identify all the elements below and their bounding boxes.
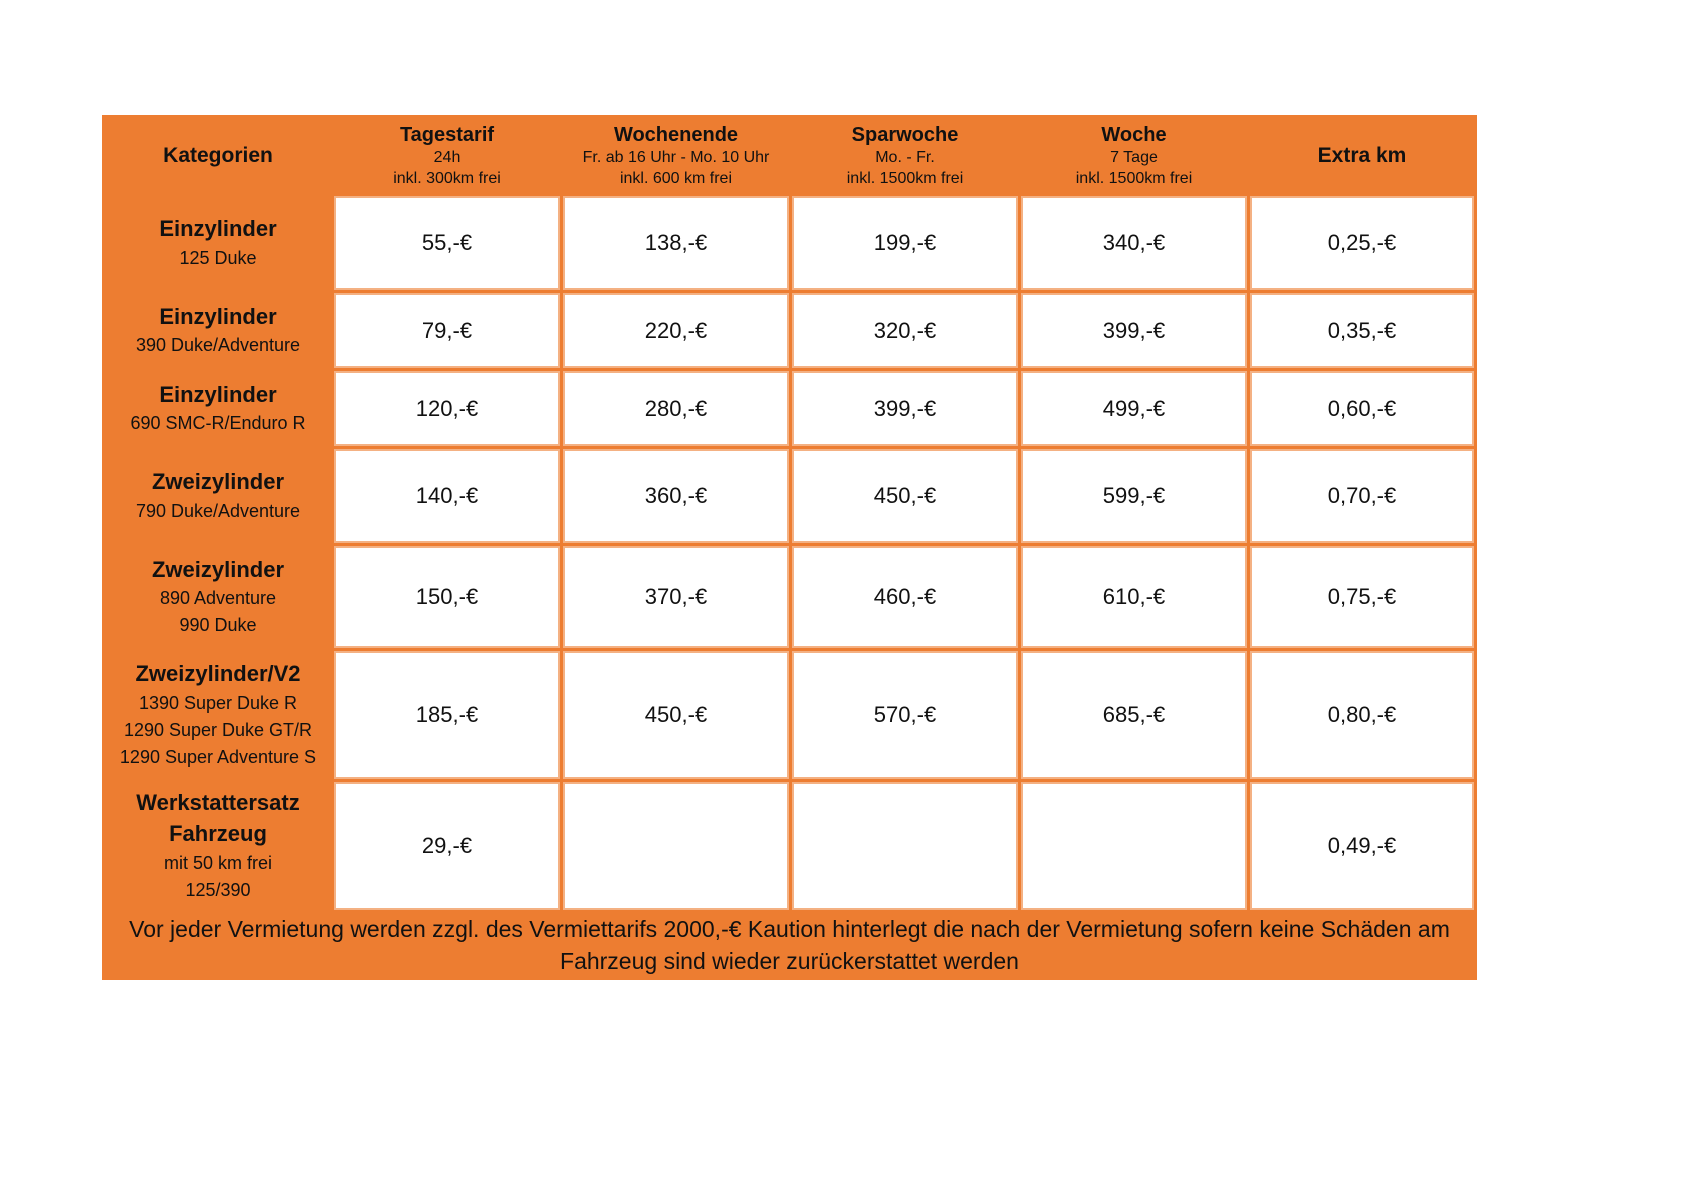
price-cell: 185,-€ [334,651,560,779]
category-name: Einzylinder [159,303,277,329]
header-subtitle: inkl. 1500km frei [846,169,964,187]
price-table [102,115,1477,980]
category-model: 890 Adventure [159,588,277,609]
category-cell [105,196,331,290]
price-cell: 320,-€ [792,293,1018,368]
price-cell: 610,-€ [1021,546,1247,648]
table-row [105,293,1474,368]
category-model: 690 SMC-R/Enduro R [130,413,306,434]
footer-row [105,913,1474,977]
header-title: Sparwoche [851,123,959,146]
category-cell [105,782,331,910]
price-cell: 79,-€ [334,293,560,368]
price-cell: 450,-€ [792,449,1018,543]
header-title: Kategorien [163,143,273,167]
price-cell: 370,-€ [563,546,789,648]
price-cell: 0,49,-€ [1250,782,1474,910]
header-subtitle: inkl. 300km frei [393,169,501,187]
price-cell: 29,-€ [334,782,560,910]
header-subtitle: Mo. - Fr. [875,148,935,166]
header-sparwoche [792,118,1018,193]
header-tagestarif [334,118,560,193]
header-row [105,118,1474,193]
price-cell: 55,-€ [334,196,560,290]
header-subtitle: Fr. ab 16 Uhr - Mo. 10 Uhr [582,148,770,166]
price-cell: 499,-€ [1021,371,1247,446]
price-cell: 450,-€ [563,651,789,779]
price-cell: 399,-€ [1021,293,1247,368]
category-cell [105,293,331,368]
category-name: Einzylinder [159,216,277,242]
price-cell: 0,35,-€ [1250,293,1474,368]
table-row [105,546,1474,648]
price-cell: 280,-€ [563,371,789,446]
table-row [105,371,1474,446]
category-name: Einzylinder [159,381,277,407]
header-woche [1021,118,1247,193]
header-title: Woche [1101,123,1167,146]
category-cell [105,546,331,648]
category-model: 990 Duke [179,615,257,636]
price-cell [1021,782,1247,910]
header-title: Tagestarif [399,123,495,146]
price-cell: 340,-€ [1021,196,1247,290]
category-model: 790 Duke/Adventure [135,500,301,521]
price-cell: 0,70,-€ [1250,449,1474,543]
header-extra-km [1250,118,1474,193]
category-name: Fahrzeug [169,821,267,846]
category-name: Werkstattersatz [136,790,300,816]
deposit-note: Vor jeder Vermietung werden zzgl. des Vermiettarifs 2000,-€ Kaution hinterlegt die nach der Vermietung sofern keine Schäden am Fahrzeug sind wieder zurückerstattet werden [105,913,1474,977]
price-cell: 0,25,-€ [1250,196,1474,290]
category-model: 125/390 [185,879,251,900]
header-subtitle: inkl. 600 km frei [619,169,733,187]
header-wochenende [563,118,789,193]
category-model: 125 Duke [179,247,257,268]
price-cell: 460,-€ [792,546,1018,648]
price-cell: 570,-€ [792,651,1018,779]
category-cell [105,449,331,543]
price-cell: 140,-€ [334,449,560,543]
table-row [105,449,1474,543]
price-cell [792,782,1018,910]
table-row [105,782,1474,910]
header-title: Extra km [1317,143,1407,167]
category-model: 1290 Super Adventure S [119,746,317,767]
header-kategorien [105,118,331,193]
price-cell: 120,-€ [334,371,560,446]
category-model: 390 Duke/Adventure [135,335,301,356]
category-model: 1390 Super Duke R [138,692,298,713]
category-model: mit 50 km frei [163,852,273,873]
price-cell: 685,-€ [1021,651,1247,779]
price-cell: 0,80,-€ [1250,651,1474,779]
price-cell: 399,-€ [792,371,1018,446]
price-cell: 138,-€ [563,196,789,290]
category-name: Zweizylinder [151,556,285,582]
category-cell [105,371,331,446]
table-row [105,651,1474,779]
price-cell: 150,-€ [334,546,560,648]
price-cell: 599,-€ [1021,449,1247,543]
category-model: 1290 Super Duke GT/R [123,719,313,740]
price-cell: 199,-€ [792,196,1018,290]
table-row [105,196,1474,290]
category-cell [105,651,331,779]
price-cell: 360,-€ [563,449,789,543]
header-title: Wochenende [613,123,739,146]
header-subtitle: 24h [433,148,461,166]
price-cell: 0,75,-€ [1250,546,1474,648]
price-cell: 220,-€ [563,293,789,368]
header-subtitle: inkl. 1500km frei [1075,169,1193,187]
category-name: Zweizylinder [151,469,285,495]
header-subtitle: 7 Tage [1110,148,1158,166]
price-cell: 0,60,-€ [1250,371,1474,446]
category-name: Zweizylinder/V2 [135,661,301,687]
price-cell [563,782,789,910]
